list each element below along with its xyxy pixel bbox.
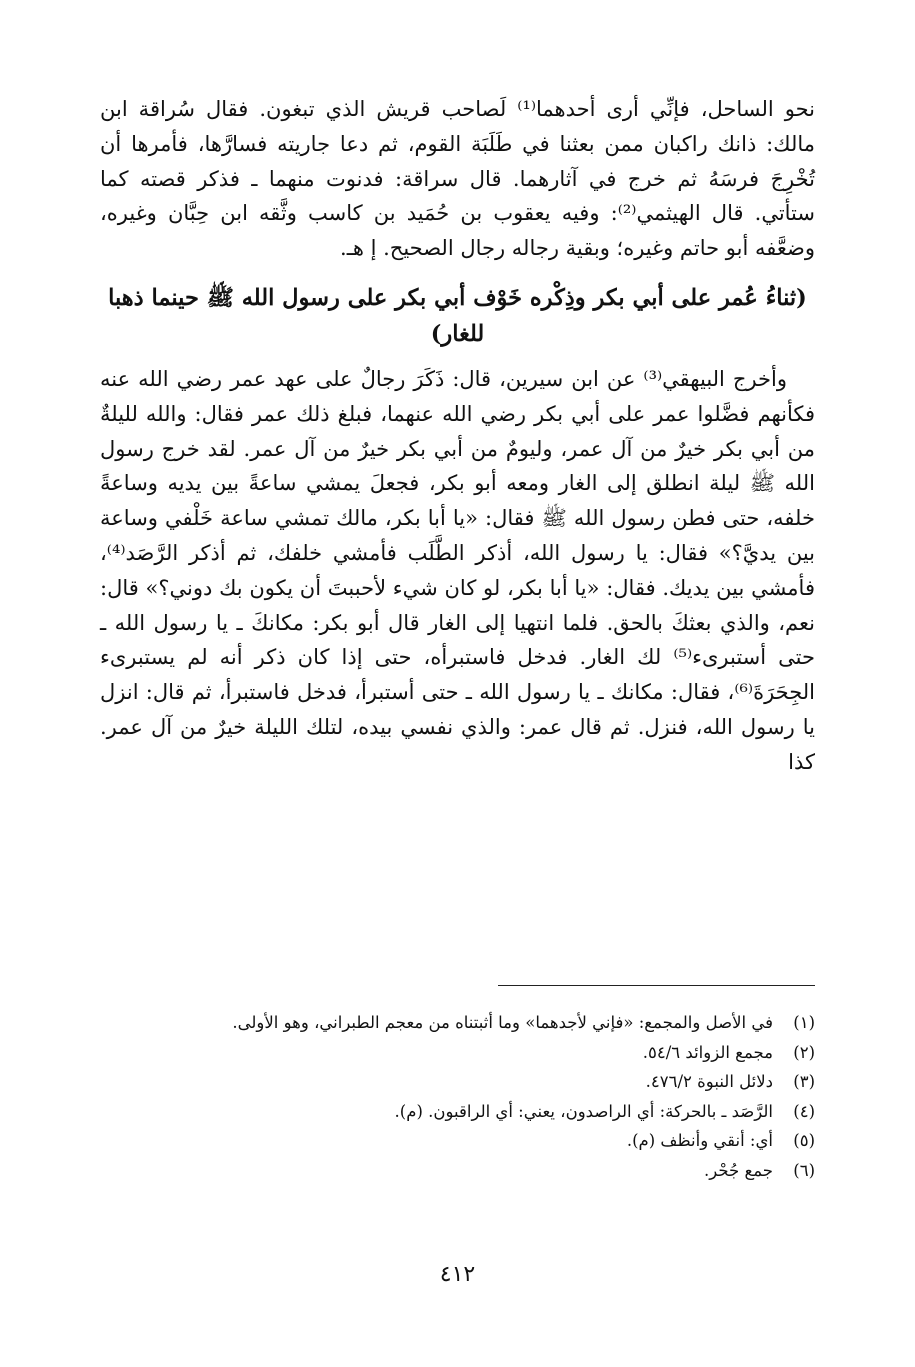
footnote-item	[100, 1156, 815, 1186]
paragraph-top: نحو الساحل، فإنِّي أرى أحدهما⁽¹⁾ لَصاحب قريش الذي تبغون. فقال سُراقة ابن مالك: ذانك راكبان ممن بعثنا في طَلَبَة القوم، ثم دعا جاريته فسارَّها، فأمرها أن تُخْرِجَ فرسَهُ ثم خرج في آثارهما. قال سراقة: فدنوت منهما ـ فذكر قصته كما ستأتي. قال الهيثمي⁽²⁾: وفيه يعقوب بن حُمَيد بن كاسب وثَّقه ابن حِبَّان وغيره، وضعَّفه أبو حاتم وغيره؛ وبقية رجاله رجال الصحيح. إ هـ.	[100, 97, 815, 261]
footnote-item	[100, 1097, 815, 1127]
paragraph-bottom: وأخرج البيهقي⁽³⁾ عن ابن سيرين، قال: ذَكَرَ رجالٌ على عهد عمر رضي الله عنه فكأنهم فضَّلوا عمر على أبي بكر رضي الله عنهما، فبلغ ذلك عمر فقال: والله لليلةٌ من أبي بكر خيرٌ من آل عمر، وليومٌ من أبي بكر خيرٌ من آل عمر. لقد خرج رسول الله ﷺ ليلة انطلق إلى الغار ومعه أبو بكر، فجعلَ يمشي ساعةً بين يديه وساعةً خلفه، حتى فطن رسول الله ﷺ فقال: «يا أبا بكر، مالك تمشي ساعة خَلْفي وساعة بين يديَّ؟» فقال: يا رسول الله، أذكر الطَّلَب فأمشي خلفك، ثم أذكر الرَّصَد⁽⁴⁾، فأمشي بين يديك. فقال: «يا أبا بكر، لو كان شيء لأحببتَ أن يكون بك دوني؟» قال: نعم، والذي بعثكَ بالحق. فلما انتهيا إلى الغار قال أبو بكر: مكانكَ ـ يا رسول الله ـ حتى أستبرىء⁽⁵⁾ لك الغار. فدخل فاستبرأه، حتى إذا كان ذكر أنه لم يستبرىء الجِحَرَةَ⁽⁶⁾، فقال: مكانك ـ يا رسول الله ـ حتى أستبرأ، فدخل فاستبرأ، ثم قال: انزل يا رسول الله، فنزل. ثم قال عمر: والذي نفسي بيده، لتلك الليلة خيرٌ من آل عمر. كذا	[100, 366, 815, 774]
footnotes-list	[100, 1008, 815, 1185]
footnote-number: (٦)	[793, 1160, 815, 1180]
footnote-separator	[498, 985, 815, 986]
footnote-item	[100, 1126, 815, 1156]
footnote-text: جمع جُحْر.	[704, 1160, 773, 1180]
footnote-number: (٣)	[793, 1072, 815, 1091]
footnote-item	[100, 1038, 815, 1068]
footnote-number: (٢)	[793, 1042, 815, 1062]
footnote-text: في الأصل والمجمع: «فإني لأجدهما» وما أثبتناه من معجم الطبراني، وهو الأولى.	[232, 1013, 773, 1032]
footnote-number: (٥)	[793, 1131, 815, 1150]
footnote-number: (٤)	[793, 1101, 815, 1121]
footnote-number: (١)	[793, 1013, 815, 1032]
footnote-text: الرَّصَد ـ بالحركة: أي الراصدون، يعني: أي الراقبون. (م).	[394, 1101, 773, 1121]
footnote-text: أي: أنقي وأنظف (م).	[626, 1131, 773, 1150]
section-heading: (ثناءُ عُمر على أبي بكر وذِكْره خَوْف أبي بكر على رسول الله ﷺ حينما ذهبا للغار)	[108, 284, 807, 347]
page-body	[100, 92, 815, 780]
footnote-text: مجمع الزوائد ٥٤/٦.	[642, 1042, 773, 1062]
footnote-item	[100, 1008, 815, 1038]
page-number: ٤١٢	[439, 1262, 476, 1287]
footnote-text: دلائل النبوة ٤٧٦/٢.	[645, 1072, 773, 1091]
footnote-item	[100, 1067, 815, 1097]
